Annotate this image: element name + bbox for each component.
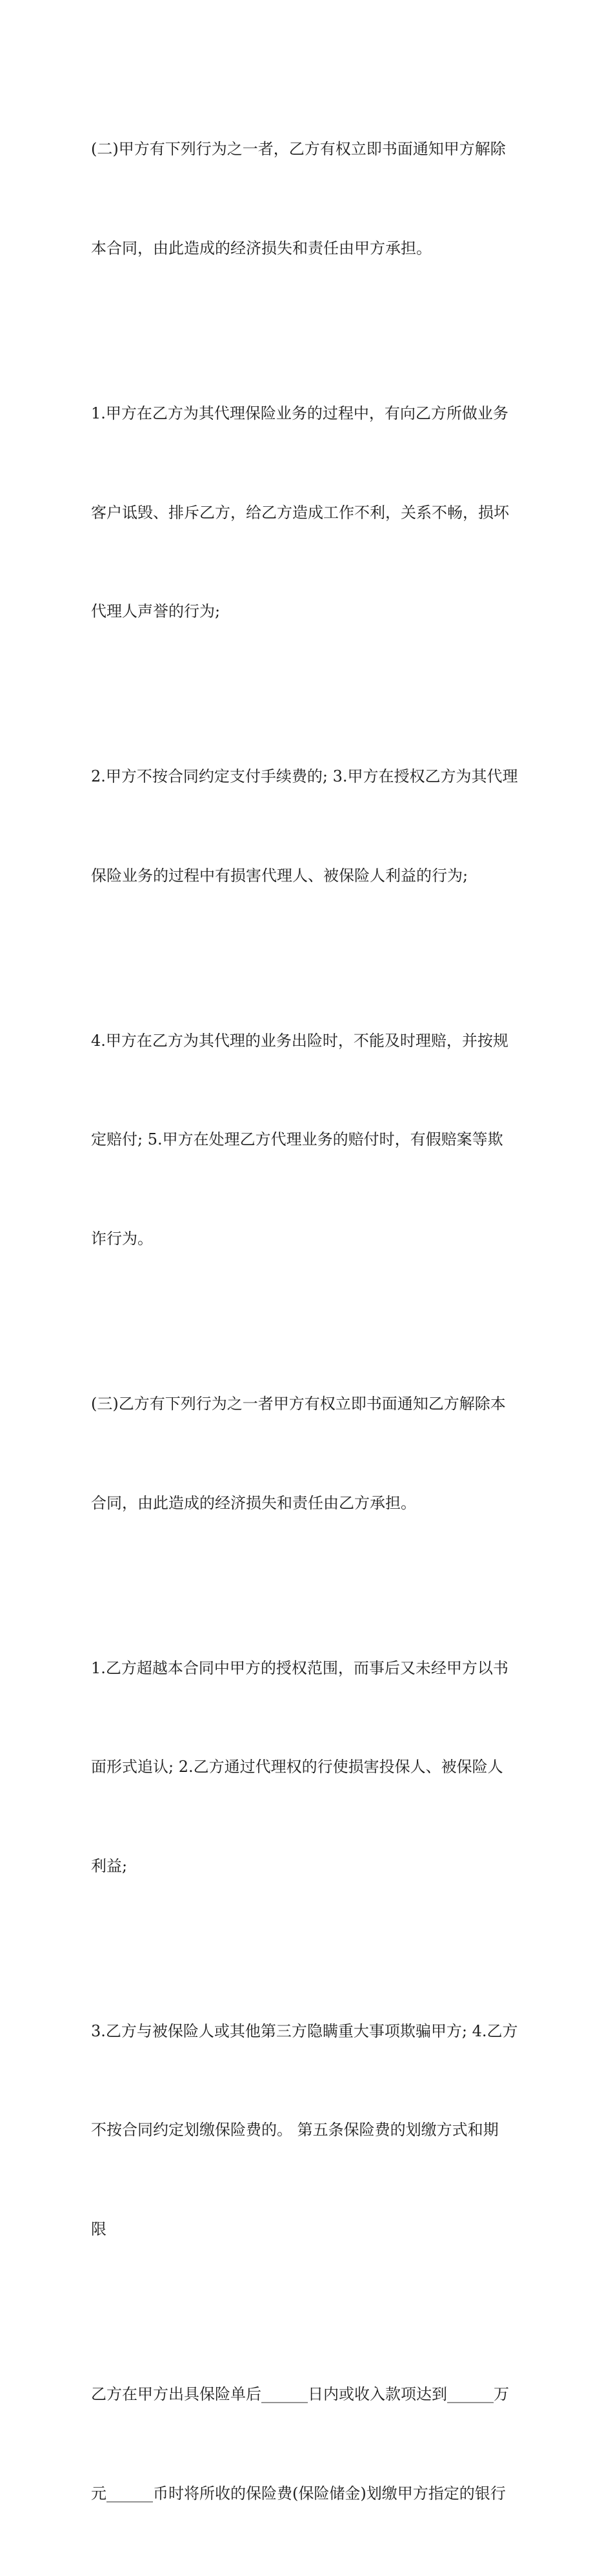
text-line: (三)乙方有下列行为之一者甲方有权立即书面通知乙方解除本 — [91, 1394, 506, 1413]
text-line: 代理人声誉的行为; — [91, 602, 221, 621]
text-line: 不按合同约定划缴保险费的。 第五条保险费的划缴方式和期 — [91, 2121, 499, 2139]
text-line: 乙方在甲方出具保险单后______日内或收入款项达到______万 — [91, 2384, 509, 2403]
text-line: 限 — [91, 2219, 106, 2238]
text-line: (二)甲方有下列行为之一者，乙方有权立即书面通知甲方解除 — [91, 140, 506, 159]
paragraph-clause-3-items-end — [91, 1949, 523, 2312]
text-line: 4.甲方在乙方为其代理的业务出险时，不能及时理赔，并按规 — [91, 1031, 508, 1050]
text-line: 元______币时将所收的保险费(保险储金)划缴甲方指定的银行 — [91, 2484, 506, 2502]
paragraph-clause-2 — [91, 67, 523, 331]
text-line: 1.甲方在乙方为其代理保险业务的过程中，有向乙方所做业务 — [91, 404, 508, 422]
paragraph-clause-3 — [91, 1322, 523, 1586]
paragraph-clause-3-items — [91, 1586, 523, 1949]
text-line: 利益; — [91, 1856, 128, 1875]
text-line: 合同，由此造成的经济损失和责任由乙方承担。 — [91, 1493, 416, 1512]
paragraph-clause-2-items — [91, 331, 523, 694]
text-line: 定赔付; 5.甲方在处理乙方代理业务的赔付时，有假赔案等欺 — [91, 1130, 503, 1149]
text-line: 面形式追认; 2.乙方通过代理权的行使损害投保人、被保险人 — [91, 1758, 503, 1776]
text-line: 3.乙方与被保险人或其他第三方隐瞒重大事项欺骗甲方; 4.乙方 — [91, 2021, 518, 2040]
paragraph-clause-2-items-cont — [91, 694, 523, 959]
text-line: 客户诋毁、排斥乙方，给乙方造成工作不利，关系不畅，损坏 — [91, 503, 509, 522]
paragraph-article-5 — [91, 2312, 523, 2576]
text-line: 诈行为。 — [91, 1229, 153, 1248]
text-line: 1.乙方超越本合同中甲方的授权范围，而事后又未经甲方以书 — [91, 1658, 508, 1677]
text-line: 2.甲方不按合同约定支付手续费的; 3.甲方在授权乙方为其代理 — [91, 767, 518, 786]
document-body — [91, 67, 523, 2576]
paragraph-clause-2-items-end — [91, 958, 523, 1321]
text-line: 本合同，由此造成的经济损失和责任由甲方承担。 — [91, 239, 432, 257]
text-line: 保险业务的过程中有损害代理人、被保险人利益的行为; — [91, 866, 468, 885]
